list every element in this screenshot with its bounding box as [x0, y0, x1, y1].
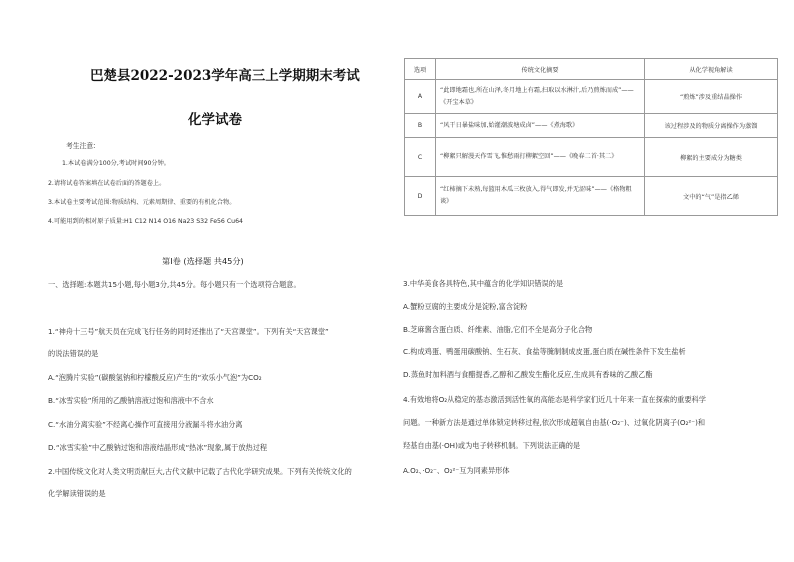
q1-option-d: D.“冰雪实验”中乙酸钠过饱和溶液结晶形成“热冰”现象,属于放热过程 [48, 443, 268, 452]
q1-option-a: A.“泡腾片实验”(碳酸氢钠和柠檬酸反应)产生的“欢乐小气泡”为CO₂ [48, 373, 262, 382]
table-cell-option: A [405, 80, 436, 114]
table-header: 从化学视角解读 [645, 59, 778, 80]
part-title: 第Ⅰ卷 (选择题 共45分) [162, 256, 244, 266]
table-cell-interp: 该过程涉及的物质分离操作为蒸馏 [645, 114, 778, 138]
q4-stem: 4.有效地将O₂从稳定的基态激活到活性氧的高能态是科学家们近几十年来一直在探索的重要科学 [403, 395, 706, 404]
table-row [405, 138, 778, 177]
table-cell-summary: “风干日暴盐味加,始灌潮波塘成卤”——《煮海歌》 [436, 114, 645, 138]
table-cell-option: D [405, 177, 436, 216]
part-instruction: 一、选择题:本题共15小题,每小题3分,共45分。每小题只有一个选项符合题意。 [48, 280, 301, 289]
note-item: 3.本试卷主要考试范围:物质结构、元素周期律、重要的有机化合物。 [48, 199, 236, 206]
q3-option-b: B.芝麻酱含蛋白质、纤维素、油脂,它们不全是高分子化合物 [403, 325, 593, 334]
q3-stem: 3.中华美食各具特色,其中蕴含的化学知识错误的是 [403, 279, 564, 288]
q2-stem: 2.中国传统文化对人类文明贡献巨大,古代文献中记载了古代化学研究成果。下列有关传统文化的 [48, 467, 352, 476]
q3-option-a: A.蟹粉豆腐的主要成分是淀粉,富含淀粉 [403, 302, 528, 311]
q1-stem: 的说法错误的是 [48, 349, 99, 358]
table-cell-summary: “红柿摘下未熟,每篮用木瓜三枚放入,得气即发,并无涩味”——《格物粗谈》 [436, 177, 645, 216]
table-header: 传统文化摘要 [436, 59, 645, 80]
notes-heading: 考生注意: [66, 142, 96, 150]
table-cell-option: C [405, 138, 436, 177]
q4-stem: 羟基自由基(·OH)或为电子转移机制。下列说法正确的是 [403, 441, 581, 450]
table-row [405, 114, 778, 138]
table-cell-option: B [405, 114, 436, 138]
table-cell-summary: “此即地霜也,所在山泽,冬月地上有霜,扫取以水淋汁,后乃煎炼而成”——《开宝本草》 [436, 80, 645, 114]
table-header-row [405, 59, 778, 80]
note-item: 4.可能用到的相对原子质量:H1 C12 N14 O16 Na23 S32 Fe56 Cu64 [48, 218, 243, 225]
q2-stem: 化学解读错误的是 [48, 489, 106, 498]
table-row [405, 177, 778, 216]
table-cell-interp: “煎炼”涉及重结晶操作 [645, 80, 778, 114]
q3-option-c: C.构成鸡蛋、鸭蛋用碳酸钠、生石灰、食盐等腌制制成皮蛋,蛋白质在碱性条件下发生盐析 [403, 347, 686, 356]
q3-option-d: D.蒸鱼时加料酒与食醋提香,乙醇和乙酸发生酯化反应,生成具有香味的乙酸乙酯 [403, 370, 653, 379]
culture-table [404, 58, 778, 216]
table-header: 选项 [405, 59, 436, 80]
q1-option-b: B.“冰雪实验”所用的乙酸钠溶液过饱和溶液中不含水 [48, 396, 214, 405]
table-cell-interp: 文中的“气”是指乙烯 [645, 177, 778, 216]
table-cell-interp: 柳絮的主要成分为糖类 [645, 138, 778, 177]
note-item: 1.本试卷满分100分,考试时间90分钟。 [62, 160, 170, 167]
q4-stem: 问题。一种新方法是通过单体锁定转移过程,依次形成超氧自由基(·O₂⁻)、过氧化阴离子(O₂²⁻)和 [403, 418, 706, 427]
q1-stem: 1.“神舟十三号”航天员在完成飞行任务的同时还推出了“天宫课堂”。下列有关“天宫课堂” [48, 327, 329, 336]
q4-option-a: A.O₂、·O₂⁻、O₂²⁻互为同素异形体 [403, 466, 510, 475]
note-item: 2.请将试卷答案填在试卷后面的答题卷上。 [48, 180, 166, 187]
q1-option-c: C.“水油分离实验”不经离心操作可直接用分液漏斗将水油分离 [48, 420, 243, 429]
page-title: 巴楚县2022-2023学年高三上学期期末考试 [90, 68, 360, 84]
table-row [405, 80, 778, 114]
page-subtitle: 化学试卷 [188, 112, 242, 128]
table-cell-summary: “柳絮只解漫天作雪飞,惟愁雨打柳絮空回”——《晚春二首·其二》 [436, 138, 645, 177]
